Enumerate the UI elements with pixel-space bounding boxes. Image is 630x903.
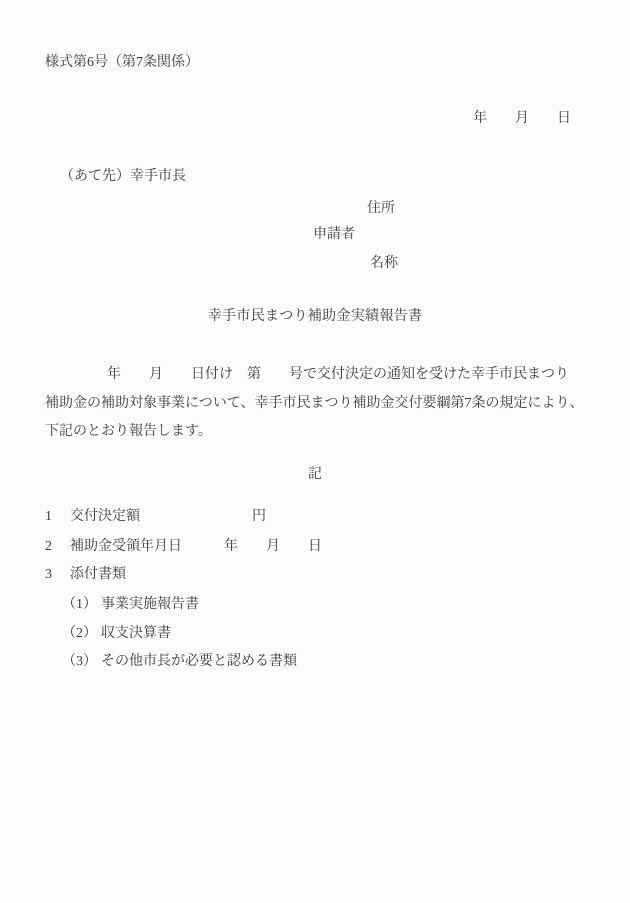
list-item-grant-amount <box>45 506 266 528</box>
sub-item-number: （2） <box>62 626 97 641</box>
form-number: 様式第6号（第7条関係） <box>45 55 199 70</box>
sub-item-settlement <box>62 623 171 645</box>
list-item-text: 添付書類 <box>70 567 126 582</box>
list-item-receipt-date <box>45 536 322 558</box>
applicant-name-label: 名称 <box>370 256 398 271</box>
list-item-text: 補助金受領年月日 年 月 日 <box>70 539 322 554</box>
list-item-number: 3 <box>45 567 52 582</box>
ki-heading: 記 <box>308 467 322 482</box>
applicant-label: 申請者 <box>313 227 355 242</box>
sub-item-other-documents <box>62 651 297 673</box>
list-item-attachments <box>45 564 126 586</box>
sub-item-text: 収支決算書 <box>101 626 171 641</box>
body-paragraph-line-2: 補助金の補助対象事業について、幸手市民まつり補助金交付要綱第7条の規定により、 <box>45 396 584 411</box>
sub-item-number: （3） <box>62 654 97 669</box>
applicant-address-label: 住所 <box>367 201 395 216</box>
addressee: （あて先）幸手市長 <box>60 169 186 184</box>
body-paragraph-line-3: 下記のとおり報告します。 <box>45 424 212 439</box>
date-blank-line: 年 月 日 <box>473 111 571 126</box>
body-paragraph-line-1: 年 月 日付け 第 号で交付決定の通知を受けた幸手市民まつり <box>107 367 569 382</box>
sub-item-text: 事業実施報告書 <box>101 597 199 612</box>
list-item-text: 交付決定額 円 <box>70 509 266 524</box>
list-item-number: 1 <box>45 509 52 524</box>
sub-item-business-report <box>62 594 199 616</box>
list-item-number: 2 <box>45 539 52 554</box>
document-title: 幸手市民まつり補助金実績報告書 <box>207 309 423 324</box>
sub-item-number: （1） <box>62 597 97 612</box>
sub-item-text: その他市長が必要と認める書類 <box>101 654 297 669</box>
